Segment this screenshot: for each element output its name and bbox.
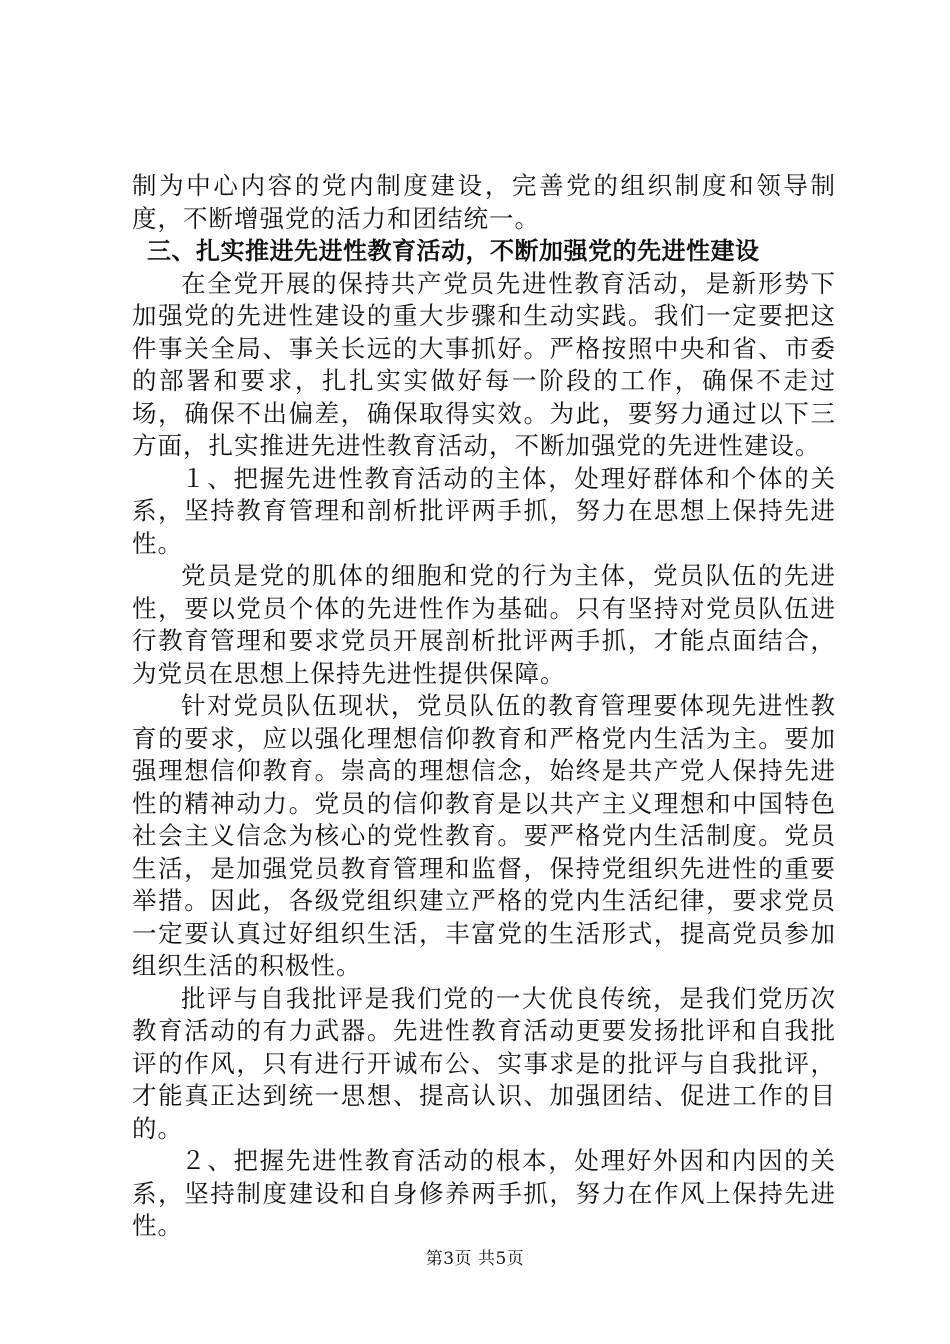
paragraph-members: 党员是党的肌体的细胞和党的行为主体，党员队伍的先进性，要以党员个体的先进性作为基础。只有坚持对党员队伍进行教育管理和要求党员开展剖析批评两手抓，才能点面结合，为党员在思想上保持先进性提供保障。 [132,561,836,688]
section-heading: 三、扎实推进先进性教育活动，不断加强党的先进性建设 [147,237,760,265]
document-body [132,170,836,1243]
paragraph-continuation: 制为中心内容的党内制度建设，完善党的组织制度和领导制度，不断增强党的活力和团结统一。 [132,171,836,233]
paragraph-education-management: 针对党员队伍现状，党员队伍的教育管理要体现先进性教育的要求，应以强化理想信仰教育和严格党内生活为主。要加强理想信仰教育。崇高的理想信念，始终是共产党人保持先进性的精神动力。党员的信仰教育是以共产主义理想和中国特色社会主义信念为核心的党性教育。要严格党内生活制度。党员生活，是加强党员教育管理和监督，保持党组织先进性的重要举措。因此，各级党组织建立严格的党内生活纪律，要求党员一定要认真过好组织生活，丰富党的生活形式，提高党员参加组织生活的积极性。 [132,691,836,980]
paragraph-intro: 在全党开展的保持共产党员先进性教育活动，是新形势下加强党的先进性建设的重大步骤和生动实践。我们一定要把这件事关全局、事关长远的大事抓好。严格按照中央和省、市委的部署和要求，扎扎实实做好每一阶段的工作，确保不走过场，确保不出偏差，确保取得实效。为此，要努力通过以下三方面，扎实推进先进性教育活动，不断加强党的先进性建设。 [132,268,836,460]
page-number-footer: 第3页 共5页 [425,1249,525,1269]
paragraph-point-2: ２、把握先进性教育活动的根本，处理好外因和内因的关系，坚持制度建设和自身修养两手抓，努力在作风上保持先进性。 [132,1146,836,1240]
paragraph-point-1: １、把握先进性教育活动的主体，处理好群体和个体的关系，坚持教育管理和剖析批评两手抓，努力在思想上保持先进性。 [132,463,836,558]
paragraph-criticism: 批评与自我批评是我们党的一大优良传统，是我们党历次教育活动的有力武器。先进性教育活动更要发扬批评和自我批评的作风，只有进行开诚布公、实事求是的批评与自我批评，才能真正达到统一思想、提高认识、加强团结、促进工作的目的。 [132,983,836,1143]
